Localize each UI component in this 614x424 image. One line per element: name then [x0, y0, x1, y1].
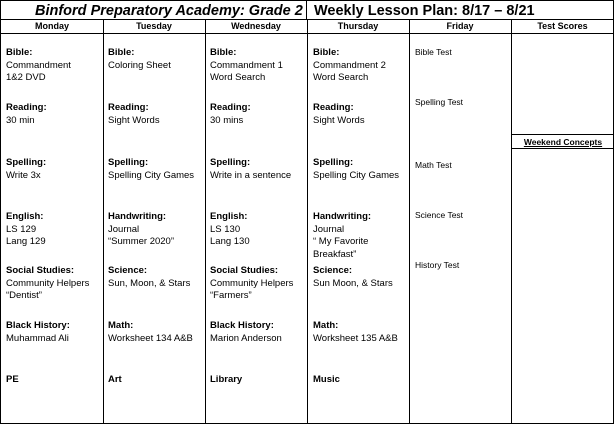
- wednesday-special: Library: [210, 374, 243, 385]
- header-tuesday: Tuesday: [103, 20, 205, 34]
- thursday-science: Science: Sun Moon, & Stars: [313, 265, 393, 289]
- grid-line: [307, 20, 308, 424]
- monday-spelling: Spelling: Write 3x: [6, 157, 47, 181]
- monday-social-studies: Social Studies: Community Helpers “Dentist”: [6, 265, 90, 301]
- school-title: Binford Preparatory Academy: Grade 2: [0, 0, 306, 20]
- tuesday-handwriting: Handwriting: Journal “Summer 2020”: [108, 211, 174, 247]
- friday-item: Science Test: [415, 210, 464, 220]
- grid-line: [0, 20, 1, 424]
- header-thursday: Thursday: [307, 20, 409, 34]
- tuesday-math: Math: Worksheet 134 A&B: [108, 320, 193, 344]
- monday-reading: Reading: 30 min: [6, 102, 47, 126]
- thursday-special: Music: [313, 374, 340, 385]
- wednesday-bible: Bible: Commandment 1 Word Search: [210, 47, 283, 83]
- header-test-scores: Test Scores: [511, 20, 614, 34]
- friday-item: Math Test: [415, 160, 452, 170]
- thursday-reading: Reading: Sight Words: [313, 102, 365, 126]
- tuesday-bible: Bible: Coloring Sheet: [108, 47, 171, 71]
- wednesday-social-studies: Social Studies: Community Helpers “Farmers”: [210, 265, 294, 301]
- grid-line: [511, 20, 512, 424]
- weekend-concepts-label: Weekend Concepts: [523, 137, 603, 147]
- thursday-math: Math: Worksheet 135 A&B: [313, 320, 398, 344]
- friday-item: Bible Test: [415, 47, 452, 57]
- monday-special: PE: [6, 374, 19, 385]
- wednesday-spelling: Spelling: Write in a sentence: [210, 157, 292, 181]
- grid-line: [409, 20, 410, 424]
- thursday-bible: Bible: Commandment 2 Word Search: [313, 47, 386, 83]
- tuesday-reading: Reading: Sight Words: [108, 102, 160, 126]
- header-friday: Friday: [409, 20, 511, 34]
- plan-title: Weekly Lesson Plan: 8/17 – 8/21: [306, 0, 614, 20]
- header-monday: Monday: [0, 20, 103, 34]
- wednesday-english: English: LS 130 Lang 130: [210, 211, 250, 247]
- friday-item: History Test: [415, 260, 460, 270]
- friday-item: Spelling Test: [415, 97, 464, 107]
- tuesday-spelling: Spelling: Spelling City Games: [108, 157, 195, 181]
- grid-line: [103, 20, 104, 424]
- tuesday-science: Science: Sun, Moon, & Stars: [108, 265, 191, 289]
- wednesday-reading: Reading: 30 mins: [210, 102, 251, 126]
- thursday-spelling: Spelling: Spelling City Games: [313, 157, 400, 181]
- monday-black-history: Black History: Muhammad Ali: [6, 320, 70, 344]
- monday-bible: Bible: Commandment 1&2 DVD: [6, 47, 71, 83]
- monday-english: English: LS 129 Lang 129: [6, 211, 46, 247]
- tuesday-special: Art: [108, 374, 122, 385]
- header-wednesday: Wednesday: [205, 20, 307, 34]
- wednesday-black-history: Black History: Marion Anderson: [210, 320, 282, 344]
- grid-line: [205, 20, 206, 424]
- thursday-handwriting: Handwriting: Journal “ My Favorite Breakfast”: [313, 211, 372, 260]
